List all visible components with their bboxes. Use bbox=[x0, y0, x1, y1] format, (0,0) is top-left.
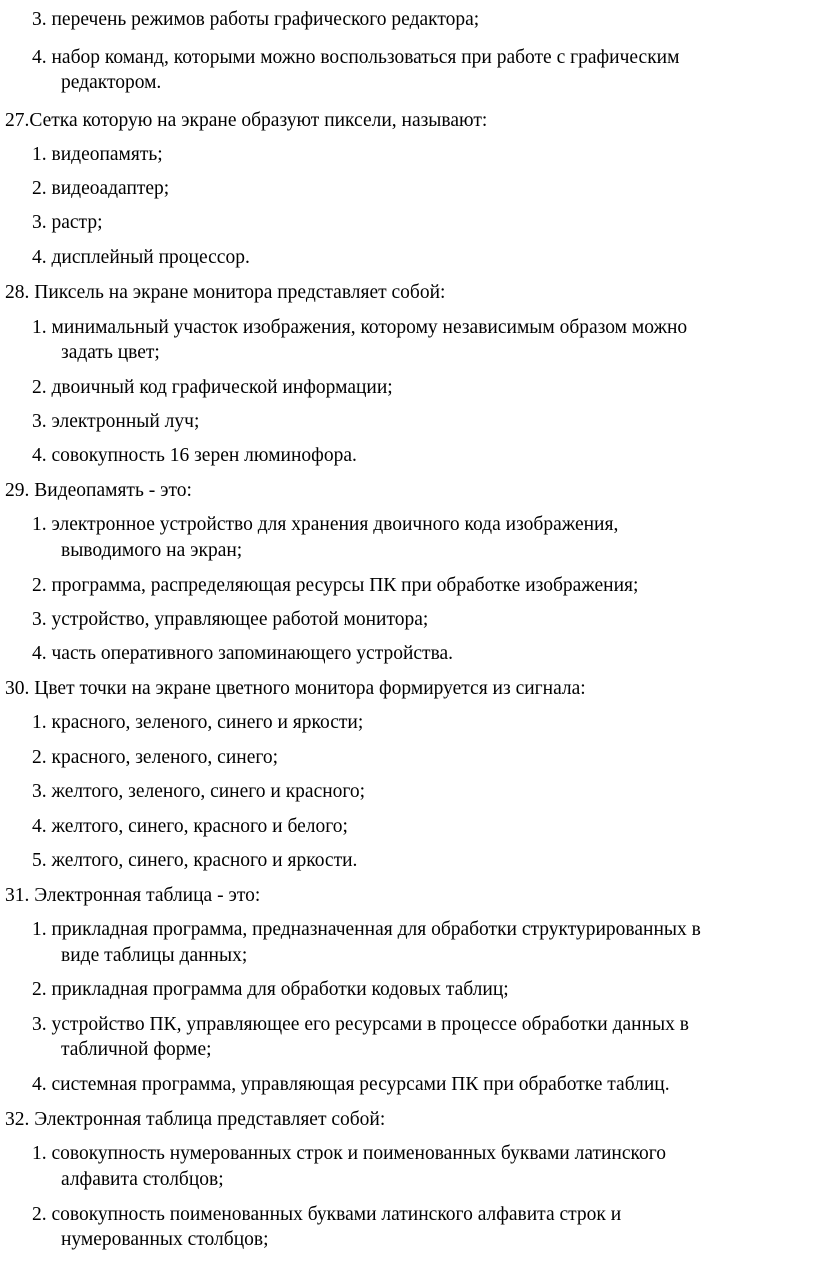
option-line: 2. видеоадаптер; bbox=[32, 178, 170, 199]
option-line: 4. системная программа, управляющая ресурсами ПК при обработке таблиц. bbox=[32, 1074, 670, 1095]
option-line: 4. набор команд, которыми можно воспользоваться при работе с графическим bbox=[32, 47, 680, 68]
option-line: 4. совокупность 16 зерен люминофора. bbox=[32, 445, 357, 466]
option-line: 2. двоичный код графической информации; bbox=[32, 377, 393, 398]
option-continuation: выводимого на экран; bbox=[61, 540, 243, 561]
option-line: 2. прикладная программа для обработки кодовых таблиц; bbox=[32, 979, 509, 1000]
option-continuation: виде таблицы данных; bbox=[61, 945, 248, 966]
option-continuation: табличной форме; bbox=[61, 1039, 212, 1060]
question-32-text: 32. Электронная таблица представляет собой: bbox=[5, 1109, 386, 1130]
question-28-text: 28. Пиксель на экране монитора представляет собой: bbox=[5, 282, 446, 303]
option-line: 3. желтого, зеленого, синего и красного; bbox=[32, 781, 366, 802]
option-line: 3. растр; bbox=[32, 212, 103, 233]
option-line: 2. красного, зеленого, синего; bbox=[32, 747, 279, 768]
option-line: 2. совокупность поименованных буквами латинского алфавита строк и bbox=[32, 1204, 622, 1225]
option-line: 1. прикладная программа, предназначенная для обработки структурированных в bbox=[32, 919, 701, 940]
option-line: 1. совокупность нумерованных строк и поименованных буквами латинского bbox=[32, 1143, 667, 1164]
option-continuation: редактором. bbox=[61, 72, 162, 93]
question-30-text: 30. Цвет точки на экране цветного монитора формируется из сигнала: bbox=[5, 678, 586, 699]
option-continuation: алфавита столбцов; bbox=[61, 1169, 224, 1190]
option-line: 4. часть оперативного запоминающего устройства. bbox=[32, 643, 454, 664]
option-line: 1. красного, зеленого, синего и яркости; bbox=[32, 712, 364, 733]
option-line: 3. устройство, управляющее работой монитора; bbox=[32, 609, 429, 630]
option-line: 4. желтого, синего, красного и белого; bbox=[32, 816, 348, 837]
option-line: 2. программа, распределяющая ресурсы ПК при обработке изображения; bbox=[32, 575, 639, 596]
option-line: 4. дисплейный процессор. bbox=[32, 247, 250, 268]
option-line: 1. минимальный участок изображения, которому независимым образом можно bbox=[32, 317, 688, 338]
option-line: 5. желтого, синего, красного и яркости. bbox=[32, 850, 358, 871]
option-continuation: нумерованных столбцов; bbox=[61, 1229, 269, 1250]
option-line: 1. видеопамять; bbox=[32, 144, 163, 165]
option-line: 3. устройство ПК, управляющее его ресурсами в процессе обработки данных в bbox=[32, 1014, 689, 1035]
option-line: 1. электронное устройство для хранения двоичного кода изображения, bbox=[32, 514, 619, 535]
question-31-text: 31. Электронная таблица - это: bbox=[5, 885, 261, 906]
option-line: 3. электронный луч; bbox=[32, 411, 200, 432]
question-29-text: 29. Видеопамять - это: bbox=[5, 480, 192, 501]
question-27-text: 27.Сетка которую на экране образуют пиксели, называют: bbox=[5, 110, 488, 131]
option-line: 3. перечень режимов работы графического редактора; bbox=[32, 9, 480, 30]
option-continuation: задать цвет; bbox=[61, 342, 160, 363]
